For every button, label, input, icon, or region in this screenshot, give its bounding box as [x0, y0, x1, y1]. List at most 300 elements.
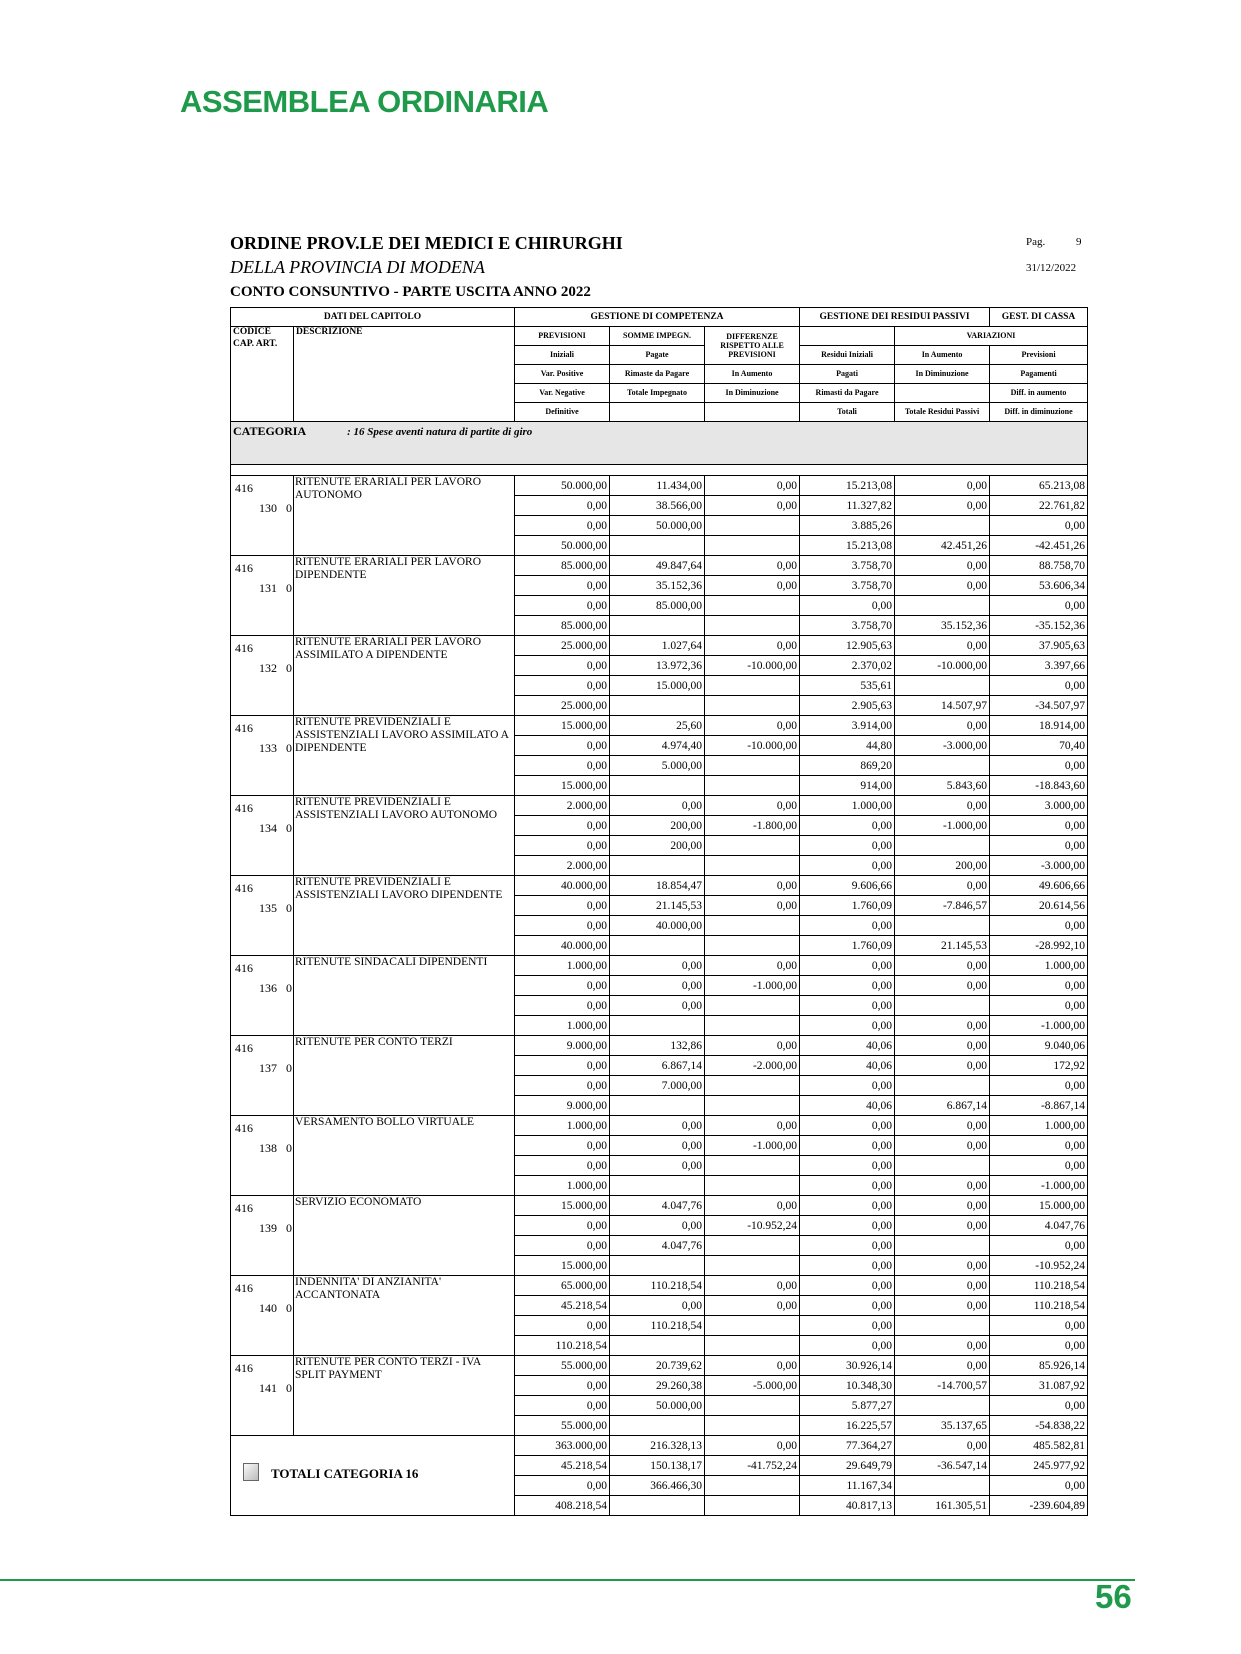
- chapter-description: RITENUTE ERARIALI PER LAVORO AUTONOMO: [294, 476, 515, 556]
- value-cell: 0,00: [515, 1216, 610, 1236]
- value-cell: [610, 856, 705, 876]
- totals-label: TOTALI CATEGORIA 16: [271, 1466, 419, 1481]
- chapter-category-code: 416: [235, 1361, 253, 1375]
- chapter-number: 139: [259, 1221, 277, 1235]
- value-cell: 55.000,00: [515, 1416, 610, 1436]
- value-cell: [705, 996, 800, 1016]
- value-cell: 5.000,00: [610, 756, 705, 776]
- header-blank-2: [610, 403, 705, 422]
- value-cell: 0,00: [705, 556, 800, 576]
- value-cell: [895, 676, 990, 696]
- value-cell: 85.000,00: [515, 556, 610, 576]
- differenze-label: DIFFERENZE RISPETTO ALLE: [720, 332, 784, 350]
- value-cell: 0,00: [800, 856, 895, 876]
- value-cell: 0,00: [800, 816, 895, 836]
- value-cell: 14.507,97: [895, 696, 990, 716]
- value-cell: 200,00: [895, 856, 990, 876]
- value-cell: 9.000,00: [515, 1036, 610, 1056]
- value-cell: 1.000,00: [515, 1176, 610, 1196]
- value-cell: 38.566,00: [610, 496, 705, 516]
- value-cell: 110.218,54: [990, 1276, 1088, 1296]
- value-cell: 29.260,38: [610, 1376, 705, 1396]
- value-cell: 5.843,60: [895, 776, 990, 796]
- value-cell: 0,00: [895, 796, 990, 816]
- value-cell: 0,00: [610, 1156, 705, 1176]
- value-cell: -54.838,22: [990, 1416, 1088, 1436]
- value-cell: 65.000,00: [515, 1276, 610, 1296]
- value-cell: 1.000,00: [990, 1116, 1088, 1136]
- value-cell: 2.000,00: [515, 796, 610, 816]
- chapter-number: 134: [259, 821, 277, 835]
- value-cell: 3.914,00: [800, 716, 895, 736]
- value-cell: -1.000,00: [990, 1176, 1088, 1196]
- chapter-article: 0: [286, 661, 292, 675]
- value-cell: 9.000,00: [515, 1096, 610, 1116]
- chapter-article: 0: [286, 1141, 292, 1155]
- value-cell: 0,00: [895, 1056, 990, 1076]
- value-cell: -1.000,00: [705, 1136, 800, 1156]
- report-title: CONTO CONSUNTIVO - PARTE USCITA ANNO 2022: [230, 284, 591, 300]
- value-cell: 11.327,82: [800, 496, 895, 516]
- value-cell: 0,00: [800, 1156, 895, 1176]
- chapter-category-code: 416: [235, 1281, 253, 1295]
- value-cell: 0,00: [895, 1256, 990, 1276]
- value-cell: 15.213,08: [800, 476, 895, 496]
- chapter-category-code: 416: [235, 801, 253, 815]
- value-cell: 0,00: [895, 1176, 990, 1196]
- value-cell: [705, 1336, 800, 1356]
- value-cell: 110.218,54: [610, 1276, 705, 1296]
- value-cell: -1.000,00: [990, 1016, 1088, 1036]
- header-diff-in-aumento: In Aumento: [705, 365, 800, 384]
- value-cell: 40.000,00: [515, 936, 610, 956]
- value-cell: [705, 916, 800, 936]
- value-cell: -10.000,00: [895, 656, 990, 676]
- total-value-cell: 0,00: [705, 1436, 800, 1456]
- total-value-cell: 408.218,54: [515, 1496, 610, 1516]
- value-cell: -35.152,36: [990, 616, 1088, 636]
- value-cell: 0,00: [800, 916, 895, 936]
- value-cell: 1.760,09: [800, 936, 895, 956]
- value-cell: [705, 1176, 800, 1196]
- value-cell: 0,00: [895, 876, 990, 896]
- value-cell: 5.877,27: [800, 1396, 895, 1416]
- value-cell: -7.846,57: [895, 896, 990, 916]
- value-cell: [895, 1396, 990, 1416]
- total-value-cell: 0,00: [895, 1436, 990, 1456]
- chapter-description: RITENUTE PREVIDENZIALI E ASSISTENZIALI LAVORO AUTONOMO: [294, 796, 515, 876]
- chapter-article: 0: [286, 981, 292, 995]
- chapter-number: 141: [259, 1381, 277, 1395]
- total-value-cell: 366.466,30: [610, 1476, 705, 1496]
- value-cell: 15.000,00: [515, 716, 610, 736]
- value-cell: 1.000,00: [800, 796, 895, 816]
- value-cell: 0,00: [990, 596, 1088, 616]
- totals-label-cell: [231, 1436, 515, 1516]
- value-cell: 0,00: [515, 996, 610, 1016]
- value-cell: -2.000,00: [705, 1056, 800, 1076]
- value-cell: 1.000,00: [515, 1116, 610, 1136]
- value-cell: 0,00: [800, 596, 895, 616]
- value-cell: 0,00: [515, 1376, 610, 1396]
- table-row: [231, 1036, 1088, 1056]
- expense-table: [230, 307, 1088, 1516]
- header-definitive: Definitive: [515, 403, 610, 422]
- value-cell: 1.000,00: [515, 956, 610, 976]
- total-value-cell: 0,00: [990, 1476, 1088, 1496]
- value-cell: 25,60: [610, 716, 705, 736]
- value-cell: 0,00: [515, 816, 610, 836]
- header-cassa-diff-aumento: Diff. in aumento: [990, 384, 1088, 403]
- table-row: [231, 1116, 1088, 1136]
- value-cell: 0,00: [705, 1036, 800, 1056]
- chapter-code: [231, 636, 294, 716]
- value-cell: 50.000,00: [515, 536, 610, 556]
- value-cell: -28.992,10: [990, 936, 1088, 956]
- header-var-in-diminuzione: In Diminuzione: [895, 365, 990, 384]
- value-cell: [705, 1016, 800, 1036]
- header-residui-iniziali: Residui Iniziali: [800, 346, 895, 365]
- chapter-article: 0: [286, 901, 292, 915]
- chapter-number: 131: [259, 581, 277, 595]
- value-cell: 0,00: [990, 676, 1088, 696]
- value-cell: 0,00: [515, 1316, 610, 1336]
- value-cell: 0,00: [515, 1396, 610, 1416]
- table-row: [231, 476, 1088, 496]
- header-var-negative: Var. Negative: [515, 384, 610, 403]
- chapter-article: 0: [286, 821, 292, 835]
- value-cell: [895, 1076, 990, 1096]
- total-value-cell: 11.167,34: [800, 1476, 895, 1496]
- value-cell: 50.000,00: [515, 476, 610, 496]
- value-cell: 0,00: [515, 1056, 610, 1076]
- value-cell: 3.000,00: [990, 796, 1088, 816]
- value-cell: 53.606,34: [990, 576, 1088, 596]
- value-cell: 914,00: [800, 776, 895, 796]
- value-cell: 0,00: [895, 1036, 990, 1056]
- value-cell: 869,20: [800, 756, 895, 776]
- value-cell: 11.434,00: [610, 476, 705, 496]
- value-cell: 37.905,63: [990, 636, 1088, 656]
- value-cell: 0,00: [800, 836, 895, 856]
- value-cell: -8.867,14: [990, 1096, 1088, 1116]
- value-cell: -3.000,00: [990, 856, 1088, 876]
- value-cell: 0,00: [895, 1116, 990, 1136]
- value-cell: 110.218,54: [515, 1336, 610, 1356]
- value-cell: 0,00: [705, 1276, 800, 1296]
- total-value-cell: 29.649,79: [800, 1456, 895, 1476]
- value-cell: 18.854,47: [610, 876, 705, 896]
- section-title: ASSEMBLEA ORDINARIA: [180, 84, 549, 119]
- value-cell: 0,00: [515, 656, 610, 676]
- chapter-number: 137: [259, 1061, 277, 1075]
- value-cell: 0,00: [800, 976, 895, 996]
- header-row-1: [231, 327, 1088, 346]
- table-row: [231, 876, 1088, 896]
- value-cell: -10.952,24: [705, 1216, 800, 1236]
- total-value-cell: 45.218,54: [515, 1456, 610, 1476]
- value-cell: 0,00: [515, 676, 610, 696]
- value-cell: [610, 696, 705, 716]
- value-cell: [705, 1236, 800, 1256]
- value-cell: 85.000,00: [610, 596, 705, 616]
- chapter-description: RITENUTE PER CONTO TERZI - IVA SPLIT PAYMENT: [294, 1356, 515, 1436]
- table-row: [231, 796, 1088, 816]
- chapter-article: 0: [286, 1301, 292, 1315]
- header-gestione-cassa: GEST. DI CASSA: [990, 308, 1088, 327]
- value-cell: 0,00: [800, 1316, 895, 1336]
- chapter-article: 0: [286, 501, 292, 515]
- value-cell: 65.213,08: [990, 476, 1088, 496]
- total-value-cell: -41.752,24: [705, 1456, 800, 1476]
- value-cell: [705, 1256, 800, 1276]
- value-cell: 0,00: [895, 476, 990, 496]
- value-cell: [610, 1336, 705, 1356]
- value-cell: 0,00: [705, 476, 800, 496]
- value-cell: 0,00: [895, 956, 990, 976]
- value-cell: 0,00: [515, 496, 610, 516]
- chapter-code: [231, 1276, 294, 1356]
- value-cell: 85.000,00: [515, 616, 610, 636]
- value-cell: 0,00: [515, 1136, 610, 1156]
- value-cell: 3.758,70: [800, 616, 895, 636]
- total-value-cell: [705, 1496, 800, 1516]
- value-cell: 40.000,00: [515, 876, 610, 896]
- header-iniziali: Iniziali: [515, 346, 610, 365]
- value-cell: -10.000,00: [705, 736, 800, 756]
- value-cell: 0,00: [610, 976, 705, 996]
- value-cell: 0,00: [895, 716, 990, 736]
- value-cell: [610, 776, 705, 796]
- chapter-code: [231, 476, 294, 556]
- value-cell: 50.000,00: [610, 1396, 705, 1416]
- chapter-category-code: 416: [235, 881, 253, 895]
- value-cell: 21.145,53: [895, 936, 990, 956]
- value-cell: 35.152,36: [610, 576, 705, 596]
- value-cell: 20.614,56: [990, 896, 1088, 916]
- categoria-label: CATEGORIA: [233, 424, 307, 438]
- report-date: 31/12/2022: [1026, 262, 1077, 274]
- header-diff-in-diminuzione: In Diminuzione: [705, 384, 800, 403]
- value-cell: 40,06: [800, 1036, 895, 1056]
- categoria-gap-cell: [231, 465, 1088, 476]
- report-page-number: 9: [1076, 236, 1082, 248]
- value-cell: [705, 1396, 800, 1416]
- chapter-number: 132: [259, 661, 277, 675]
- value-cell: 1.000,00: [990, 956, 1088, 976]
- value-cell: [610, 616, 705, 636]
- value-cell: [610, 1096, 705, 1116]
- value-cell: 16.225,57: [800, 1416, 895, 1436]
- chapter-description: RITENUTE PREVIDENZIALI E ASSISTENZIALI LAVORO DIPENDENTE: [294, 876, 515, 956]
- chapter-article: 0: [286, 1221, 292, 1235]
- value-cell: 0,00: [705, 1196, 800, 1216]
- chapter-article: 0: [286, 1381, 292, 1395]
- chapter-code: [231, 1036, 294, 1116]
- value-cell: 0,00: [990, 516, 1088, 536]
- value-cell: [895, 1236, 990, 1256]
- value-cell: [610, 1256, 705, 1276]
- value-cell: 6.867,14: [610, 1056, 705, 1076]
- header-gestione-competenza: GESTIONE DI COMPETENZA: [515, 308, 800, 327]
- chapter-code: [231, 1116, 294, 1196]
- value-cell: [705, 856, 800, 876]
- total-value-cell: [895, 1476, 990, 1496]
- value-cell: 0,00: [800, 1336, 895, 1356]
- value-cell: 0,00: [990, 1396, 1088, 1416]
- organization-name: ORDINE PROV.LE DEI MEDICI E CHIRURGHI: [230, 233, 623, 253]
- chapter-code: [231, 876, 294, 956]
- value-cell: 0,00: [705, 496, 800, 516]
- value-cell: 40,06: [800, 1056, 895, 1076]
- value-cell: 45.218,54: [515, 1296, 610, 1316]
- totals-row: [231, 1436, 1088, 1456]
- value-cell: 18.914,00: [990, 716, 1088, 736]
- value-cell: 44,80: [800, 736, 895, 756]
- value-cell: 132,86: [610, 1036, 705, 1056]
- table-row: [231, 556, 1088, 576]
- categoria-row: [231, 422, 1088, 465]
- value-cell: 0,00: [895, 1136, 990, 1156]
- value-cell: 3.885,26: [800, 516, 895, 536]
- value-cell: 0,00: [990, 816, 1088, 836]
- value-cell: [705, 516, 800, 536]
- value-cell: 1.000,00: [515, 1016, 610, 1036]
- value-cell: 0,00: [610, 1296, 705, 1316]
- value-cell: 0,00: [895, 576, 990, 596]
- header-variazioni: VARIAZIONI: [895, 327, 1088, 346]
- value-cell: 7.000,00: [610, 1076, 705, 1096]
- value-cell: 15.000,00: [515, 1256, 610, 1276]
- value-cell: [705, 616, 800, 636]
- value-cell: 1.760,09: [800, 896, 895, 916]
- header-gestione-residui: GESTIONE DEI RESIDUI PASSIVI: [800, 308, 990, 327]
- value-cell: 0,00: [990, 976, 1088, 996]
- value-cell: 9.040,06: [990, 1036, 1088, 1056]
- value-cell: 0,00: [515, 1236, 610, 1256]
- value-cell: [705, 1076, 800, 1096]
- value-cell: 0,00: [800, 1176, 895, 1196]
- value-cell: 10.348,30: [800, 1376, 895, 1396]
- chapter-article: 0: [286, 741, 292, 755]
- value-cell: 0,00: [800, 1016, 895, 1036]
- header-totali: Totali: [800, 403, 895, 422]
- value-cell: [895, 1156, 990, 1176]
- value-cell: 0,00: [515, 836, 610, 856]
- table-row: [231, 636, 1088, 656]
- footer-divider: [0, 1579, 1135, 1581]
- value-cell: 0,00: [895, 496, 990, 516]
- value-cell: [895, 836, 990, 856]
- value-cell: 0,00: [705, 956, 800, 976]
- total-value-cell: 0,00: [515, 1476, 610, 1496]
- value-cell: 49.847,64: [610, 556, 705, 576]
- value-cell: 0,00: [990, 1136, 1088, 1156]
- value-cell: 40,06: [800, 1096, 895, 1116]
- chapter-category-code: 416: [235, 641, 253, 655]
- value-cell: 31.087,92: [990, 1376, 1088, 1396]
- value-cell: 0,00: [515, 1076, 610, 1096]
- header-previsioni: PREVISIONI: [515, 327, 610, 346]
- value-cell: [610, 1416, 705, 1436]
- chapter-article: 0: [286, 581, 292, 595]
- value-cell: 110.218,54: [610, 1316, 705, 1336]
- value-cell: 200,00: [610, 816, 705, 836]
- value-cell: 0,00: [800, 1296, 895, 1316]
- value-cell: 0,00: [990, 1336, 1088, 1356]
- value-cell: 0,00: [705, 1116, 800, 1136]
- value-cell: 0,00: [610, 996, 705, 1016]
- value-cell: 0,00: [610, 956, 705, 976]
- value-cell: [610, 1176, 705, 1196]
- value-cell: 0,00: [990, 1236, 1088, 1256]
- value-cell: 4.047,76: [610, 1236, 705, 1256]
- value-cell: 30.926,14: [800, 1356, 895, 1376]
- header-blank: [895, 384, 990, 403]
- value-cell: -14.700,57: [895, 1376, 990, 1396]
- header-totale-impegnato: Totale Impegnato: [610, 384, 705, 403]
- differenze-previsioni-label: PREVISIONI: [728, 350, 776, 359]
- page-number: 56: [1095, 1578, 1132, 1615]
- value-cell: 6.867,14: [895, 1096, 990, 1116]
- value-cell: 25.000,00: [515, 696, 610, 716]
- header-cassa-diff-diminuzione: Diff. in diminuzione: [990, 403, 1088, 422]
- total-value-cell: 40.817,13: [800, 1496, 895, 1516]
- value-cell: 0,00: [515, 1156, 610, 1176]
- chapter-description: RITENUTE SINDACALI DIPENDENTI: [294, 956, 515, 1036]
- categoria-gap: [231, 465, 1088, 476]
- value-cell: 0,00: [895, 1336, 990, 1356]
- chapter-article: 0: [286, 1061, 292, 1075]
- value-cell: [895, 756, 990, 776]
- table-row: [231, 956, 1088, 976]
- value-cell: 0,00: [800, 1196, 895, 1216]
- chapter-category-code: 416: [235, 1201, 253, 1215]
- header-pagamenti: Pagamenti: [990, 365, 1088, 384]
- chapter-description: RITENUTE ERARIALI PER LAVORO DIPENDENTE: [294, 556, 515, 636]
- total-value-cell: 363.000,00: [515, 1436, 610, 1456]
- value-cell: 172,92: [990, 1056, 1088, 1076]
- value-cell: 0,00: [515, 916, 610, 936]
- total-value-cell: 161.305,51: [895, 1496, 990, 1516]
- value-cell: 0,00: [990, 756, 1088, 776]
- header-pagate: Pagate: [610, 346, 705, 365]
- chapter-category-code: 416: [235, 481, 253, 495]
- value-cell: 15.000,00: [515, 1196, 610, 1216]
- value-cell: 15.213,08: [800, 536, 895, 556]
- total-value-cell: -239.604,89: [990, 1496, 1088, 1516]
- chapter-description: RITENUTE ERARIALI PER LAVORO ASSIMILATO A DIPENDENTE: [294, 636, 515, 716]
- chapter-category-code: 416: [235, 721, 253, 735]
- table-row: [231, 716, 1088, 736]
- value-cell: 0,00: [705, 876, 800, 896]
- total-value-cell: 77.364,27: [800, 1436, 895, 1456]
- value-cell: 25.000,00: [515, 636, 610, 656]
- total-value-cell: 245.977,92: [990, 1456, 1088, 1476]
- value-cell: 20.739,62: [610, 1356, 705, 1376]
- value-cell: 4.974,40: [610, 736, 705, 756]
- value-cell: -42.451,26: [990, 536, 1088, 556]
- value-cell: [705, 1096, 800, 1116]
- value-cell: [705, 696, 800, 716]
- categoria-band: [231, 422, 1088, 465]
- cap-art-label: CAP. ART.: [233, 339, 278, 349]
- value-cell: 4.047,76: [990, 1216, 1088, 1236]
- value-cell: 0,00: [800, 996, 895, 1016]
- value-cell: [895, 596, 990, 616]
- value-cell: 22.761,82: [990, 496, 1088, 516]
- table-row: [231, 1356, 1088, 1376]
